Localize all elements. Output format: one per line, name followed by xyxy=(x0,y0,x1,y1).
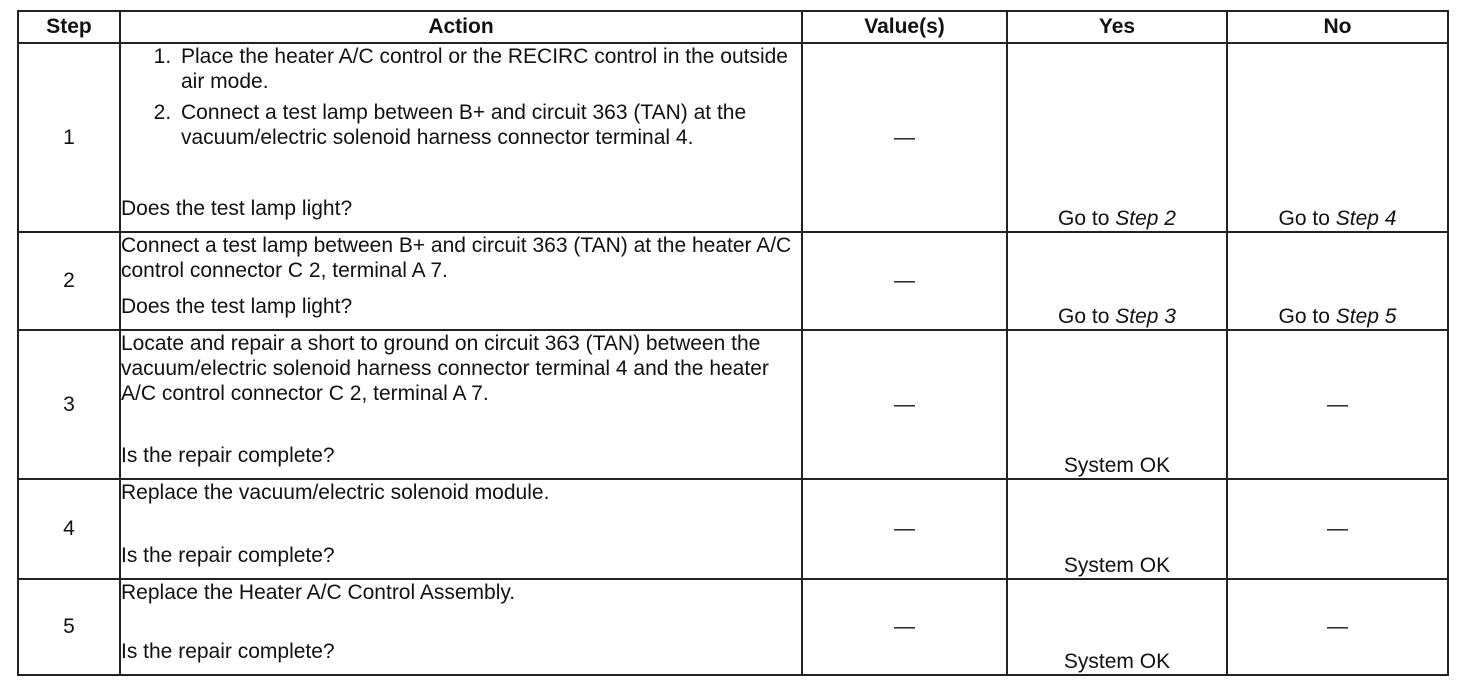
yes-step-link: Step 3 xyxy=(1115,305,1176,328)
no-prefix: Go to xyxy=(1278,305,1336,328)
yes-cell xyxy=(1007,232,1227,330)
action-question: Is the repair complete? xyxy=(121,444,335,467)
value-cell xyxy=(802,579,1007,675)
yes-cell: System OK xyxy=(1007,579,1227,675)
value-dash: — xyxy=(894,125,915,149)
diagnostic-table xyxy=(17,10,1449,676)
substep-item: 1. Place the heater A/C control or the RECIRC control in the outside air mode. xyxy=(177,44,801,94)
substep-item: 2. Connect a test lamp between B+ and circuit 363 (TAN) at the vacuum/electric solenoid harness connector terminal 4. xyxy=(177,100,801,150)
step-number: 5 xyxy=(18,579,120,675)
header-row xyxy=(18,11,1448,43)
action-question: Does the test lamp light? xyxy=(121,197,353,220)
table-row xyxy=(18,43,1448,232)
yes-cell: System OK xyxy=(1007,330,1227,479)
action-question: Is the repair complete? xyxy=(121,544,335,567)
value-dash: — xyxy=(894,615,915,638)
no-cell xyxy=(1227,43,1448,232)
no-step-link: Step 4 xyxy=(1335,207,1397,230)
no-step-link: Step 5 xyxy=(1335,305,1397,328)
value-dash: — xyxy=(894,269,915,292)
action-cell xyxy=(120,479,802,579)
step-number: 1 xyxy=(18,43,120,232)
value-cell xyxy=(802,330,1007,479)
yes-step-link: Step 2 xyxy=(1115,207,1176,230)
table-row xyxy=(18,479,1448,579)
no-cell xyxy=(1227,232,1448,330)
table-row xyxy=(18,330,1448,479)
action-cell xyxy=(120,43,802,232)
header-yes: Yes xyxy=(1007,11,1227,43)
no-prefix: Go to xyxy=(1278,207,1336,230)
table-row xyxy=(18,232,1448,330)
header-no: No xyxy=(1227,11,1448,43)
action-cell xyxy=(120,232,802,330)
no-cell: — xyxy=(1227,330,1448,479)
action-cell xyxy=(120,330,802,479)
action-question: Is the repair complete? xyxy=(121,640,335,663)
no-cell: — xyxy=(1227,479,1448,579)
value-cell xyxy=(802,43,1007,232)
step-number: 2 xyxy=(18,232,120,330)
yes-prefix: Go to xyxy=(1058,305,1116,328)
step-number: 3 xyxy=(18,330,120,479)
header-action: Action xyxy=(120,11,802,43)
action-text: Replace the Heater A/C Control Assembly. xyxy=(121,581,516,604)
substep-list xyxy=(121,44,801,156)
table-row xyxy=(18,579,1448,675)
value-cell xyxy=(802,479,1007,579)
action-cell xyxy=(120,579,802,675)
header-step: Step xyxy=(18,11,120,43)
step-number: 4 xyxy=(18,479,120,579)
yes-cell xyxy=(1007,43,1227,232)
no-cell: — xyxy=(1227,579,1448,675)
value-cell xyxy=(802,232,1007,330)
action-question: Does the test lamp light? xyxy=(121,295,353,318)
yes-cell: System OK xyxy=(1007,479,1227,579)
action-text: Locate and repair a short to ground on circuit 363 (TAN) between the vacuum/electric solenoid harness connector terminal 4 and the heater A/C control connector C 2, terminal A 7. xyxy=(121,332,769,405)
header-values: Value(s) xyxy=(802,11,1007,43)
value-dash: — xyxy=(894,517,915,540)
action-text: Connect a test lamp between B+ and circuit 363 (TAN) at the heater A/C control connector C 2, terminal A 7. xyxy=(121,234,792,282)
yes-prefix: Go to xyxy=(1058,207,1116,230)
value-dash: — xyxy=(894,392,915,416)
diagnostic-table-container xyxy=(17,10,1449,676)
action-text: Replace the vacuum/electric solenoid module. xyxy=(121,481,550,504)
